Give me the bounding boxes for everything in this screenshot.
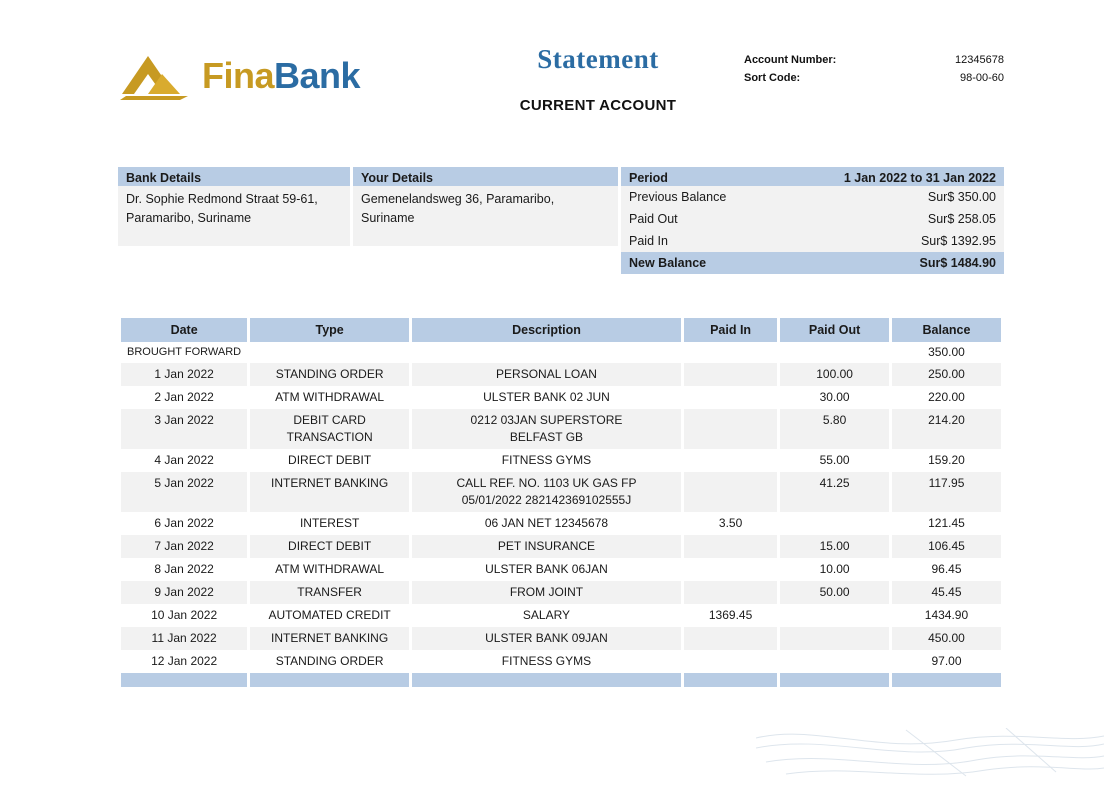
transaction-paid-in (684, 650, 777, 673)
account-number-label: Account Number: (744, 54, 837, 66)
period-heading (621, 167, 1004, 186)
mountain-logo-icon (118, 50, 196, 102)
table-footer-cell (684, 673, 777, 687)
transaction-paid-in (684, 363, 777, 386)
transaction-paid-in (684, 558, 777, 581)
transactions-body (121, 342, 1001, 687)
transaction-paid-out: 41.25 (780, 472, 889, 512)
transaction-balance: 159.20 (892, 449, 1001, 472)
column-header-date: Date (121, 318, 247, 342)
new-balance-label: New Balance (629, 256, 707, 270)
your-details-heading-text: Your Details (361, 171, 434, 185)
transaction-paid-out: 15.00 (780, 535, 889, 558)
transaction-type: STANDING ORDER (250, 363, 409, 386)
transaction-description: CALL REF. NO. 1103 UK GAS FP 05/01/2022 282142369102555J (412, 472, 681, 512)
period-row (621, 186, 1004, 208)
transaction-balance: 121.45 (892, 512, 1001, 535)
period-row-label: Previous Balance (629, 190, 727, 204)
brought-forward-paid-in (684, 342, 777, 363)
transaction-date: 11 Jan 2022 (121, 627, 247, 650)
transaction-description: FROM JOINT (412, 581, 681, 604)
transaction-date: 5 Jan 2022 (121, 472, 247, 512)
transaction-description: 0212 03JAN SUPERSTORE BELFAST GB (412, 409, 681, 449)
table-row (121, 650, 1001, 673)
transaction-paid-in (684, 581, 777, 604)
table-row (121, 512, 1001, 535)
transaction-description: FITNESS GYMS (412, 449, 681, 472)
transaction-paid-out: 100.00 (780, 363, 889, 386)
brought-forward-paid-out (780, 342, 889, 363)
transaction-description: 06 JAN NET 12345678 (412, 512, 681, 535)
transaction-type: INTERNET BANKING (250, 472, 409, 512)
table-row (121, 472, 1001, 512)
your-details-heading (353, 167, 618, 186)
transaction-balance: 250.00 (892, 363, 1001, 386)
watermark (756, 728, 1104, 780)
account-summary (744, 54, 1004, 90)
statement-header (118, 44, 1004, 140)
brand-name (202, 55, 361, 96)
sort-code-value: 98-00-60 (959, 72, 1004, 84)
transaction-paid-in: 3.50 (684, 512, 777, 535)
period-range: 1 Jan 2022 to 31 Jan 2022 (843, 171, 996, 185)
transaction-date: 8 Jan 2022 (121, 558, 247, 581)
transaction-paid-out (780, 604, 889, 627)
transaction-date: 9 Jan 2022 (121, 581, 247, 604)
transaction-paid-in (684, 449, 777, 472)
bank-details-panel (118, 167, 350, 274)
table-row (121, 386, 1001, 409)
transaction-balance: 220.00 (892, 386, 1001, 409)
transaction-paid-in (684, 627, 777, 650)
new-balance-amount: Sur$ 1484.90 (919, 256, 996, 270)
table-footer-cell (412, 673, 681, 687)
transaction-type: TRANSFER (250, 581, 409, 604)
transaction-paid-in (684, 472, 777, 512)
transaction-description: PET INSURANCE (412, 535, 681, 558)
transaction-date: 7 Jan 2022 (121, 535, 247, 558)
transaction-type: STANDING ORDER (250, 650, 409, 673)
period-heading-text: Period (629, 171, 668, 185)
period-panel (621, 167, 1004, 274)
transaction-paid-out (780, 512, 889, 535)
table-row (121, 363, 1001, 386)
bank-details-body (118, 186, 350, 246)
transactions-table (118, 318, 1004, 687)
brand-name-part2: Bank (274, 55, 361, 96)
your-details-line-2: Suriname (361, 211, 415, 225)
transaction-description: ULSTER BANK 09JAN (412, 627, 681, 650)
transaction-description: ULSTER BANK 02 JUN (412, 386, 681, 409)
transaction-balance: 96.45 (892, 558, 1001, 581)
transaction-balance: 1434.90 (892, 604, 1001, 627)
period-row (621, 208, 1004, 230)
transaction-description: FITNESS GYMS (412, 650, 681, 673)
column-header-type: Type (250, 318, 409, 342)
transaction-date: 3 Jan 2022 (121, 409, 247, 449)
brand-name-part1: Fina (202, 55, 275, 96)
table-row (121, 604, 1001, 627)
bank-details-line-1: Dr. Sophie Redmond Straat 59-61, (126, 192, 318, 206)
transaction-balance: 214.20 (892, 409, 1001, 449)
transaction-paid-out: 5.80 (780, 409, 889, 449)
brand-logo (118, 50, 360, 102)
table-row (121, 581, 1001, 604)
transaction-paid-out (780, 627, 889, 650)
transaction-balance: 117.95 (892, 472, 1001, 512)
transaction-type: DEBIT CARD TRANSACTION (250, 409, 409, 449)
brought-forward-spacer (412, 342, 681, 363)
transaction-type: DIRECT DEBIT (250, 449, 409, 472)
bank-details-heading (118, 167, 350, 186)
table-footer-cell (892, 673, 1001, 687)
table-row (121, 409, 1001, 449)
brought-forward-label: BROUGHT FORWARD (121, 342, 409, 363)
transaction-paid-out: 55.00 (780, 449, 889, 472)
sort-code-row (744, 72, 1004, 84)
table-header-row (121, 318, 1001, 342)
column-header-description: Description (412, 318, 681, 342)
period-row-amount: Sur$ 1392.95 (920, 234, 996, 248)
transaction-balance: 450.00 (892, 627, 1001, 650)
transaction-date: 10 Jan 2022 (121, 604, 247, 627)
table-footer-cell (780, 673, 889, 687)
transaction-paid-in (684, 386, 777, 409)
transaction-paid-out: 50.00 (780, 581, 889, 604)
bank-details-heading-text: Bank Details (126, 171, 202, 185)
transaction-type: AUTOMATED CREDIT (250, 604, 409, 627)
brought-forward-row (121, 342, 1001, 363)
title-block (448, 44, 748, 114)
table-row (121, 558, 1001, 581)
transaction-balance: 106.45 (892, 535, 1001, 558)
transaction-date: 2 Jan 2022 (121, 386, 247, 409)
page-subtitle: CURRENT ACCOUNT (519, 97, 677, 114)
transaction-paid-in: 1369.45 (684, 604, 777, 627)
period-row-label: Paid Out (629, 212, 678, 226)
table-footer-cell (250, 673, 409, 687)
transaction-paid-in (684, 535, 777, 558)
your-details-body (353, 186, 618, 246)
column-header-paid-out: Paid Out (780, 318, 889, 342)
transaction-description: SALARY (412, 604, 681, 627)
transaction-date: 1 Jan 2022 (121, 363, 247, 386)
account-number-row (744, 54, 1004, 66)
transaction-type: DIRECT DEBIT (250, 535, 409, 558)
period-row (621, 230, 1004, 252)
period-row-label: Paid In (629, 234, 668, 248)
page-title: Statement (537, 44, 659, 74)
transaction-description: ULSTER BANK 06JAN (412, 558, 681, 581)
new-balance-row (621, 252, 1004, 274)
transaction-type: INTEREST (250, 512, 409, 535)
column-header-paid-in: Paid In (684, 318, 777, 342)
bank-details-line-2: Paramaribo, Suriname (126, 211, 252, 225)
table-row (121, 449, 1001, 472)
table-footer-band (121, 673, 1001, 687)
transaction-date: 6 Jan 2022 (121, 512, 247, 535)
transaction-paid-in (684, 409, 777, 449)
table-row (121, 535, 1001, 558)
brought-forward-balance: 350.00 (892, 342, 1001, 363)
transaction-type: ATM WITHDRAWAL (250, 386, 409, 409)
transaction-balance: 45.45 (892, 581, 1001, 604)
table-footer-cell (121, 673, 247, 687)
transaction-type: ATM WITHDRAWAL (250, 558, 409, 581)
transaction-description: PERSONAL LOAN (412, 363, 681, 386)
sort-code-label: Sort Code: (744, 72, 801, 84)
transaction-date: 4 Jan 2022 (121, 449, 247, 472)
transaction-type: INTERNET BANKING (250, 627, 409, 650)
info-panels (118, 167, 1004, 274)
period-body (621, 186, 1004, 274)
column-header-balance: Balance (892, 318, 1001, 342)
your-details-line-1: Gemenelandsweg 36, Paramaribo, (361, 192, 555, 206)
transaction-balance: 97.00 (892, 650, 1001, 673)
period-row-amount: Sur$ 350.00 (927, 190, 996, 204)
table-row (121, 627, 1001, 650)
your-details-panel (353, 167, 618, 274)
transaction-date: 12 Jan 2022 (121, 650, 247, 673)
transaction-paid-out: 10.00 (780, 558, 889, 581)
period-row-amount: Sur$ 258.05 (927, 212, 996, 226)
transaction-paid-out (780, 650, 889, 673)
transaction-paid-out: 30.00 (780, 386, 889, 409)
account-number-value: 12345678 (955, 54, 1004, 66)
